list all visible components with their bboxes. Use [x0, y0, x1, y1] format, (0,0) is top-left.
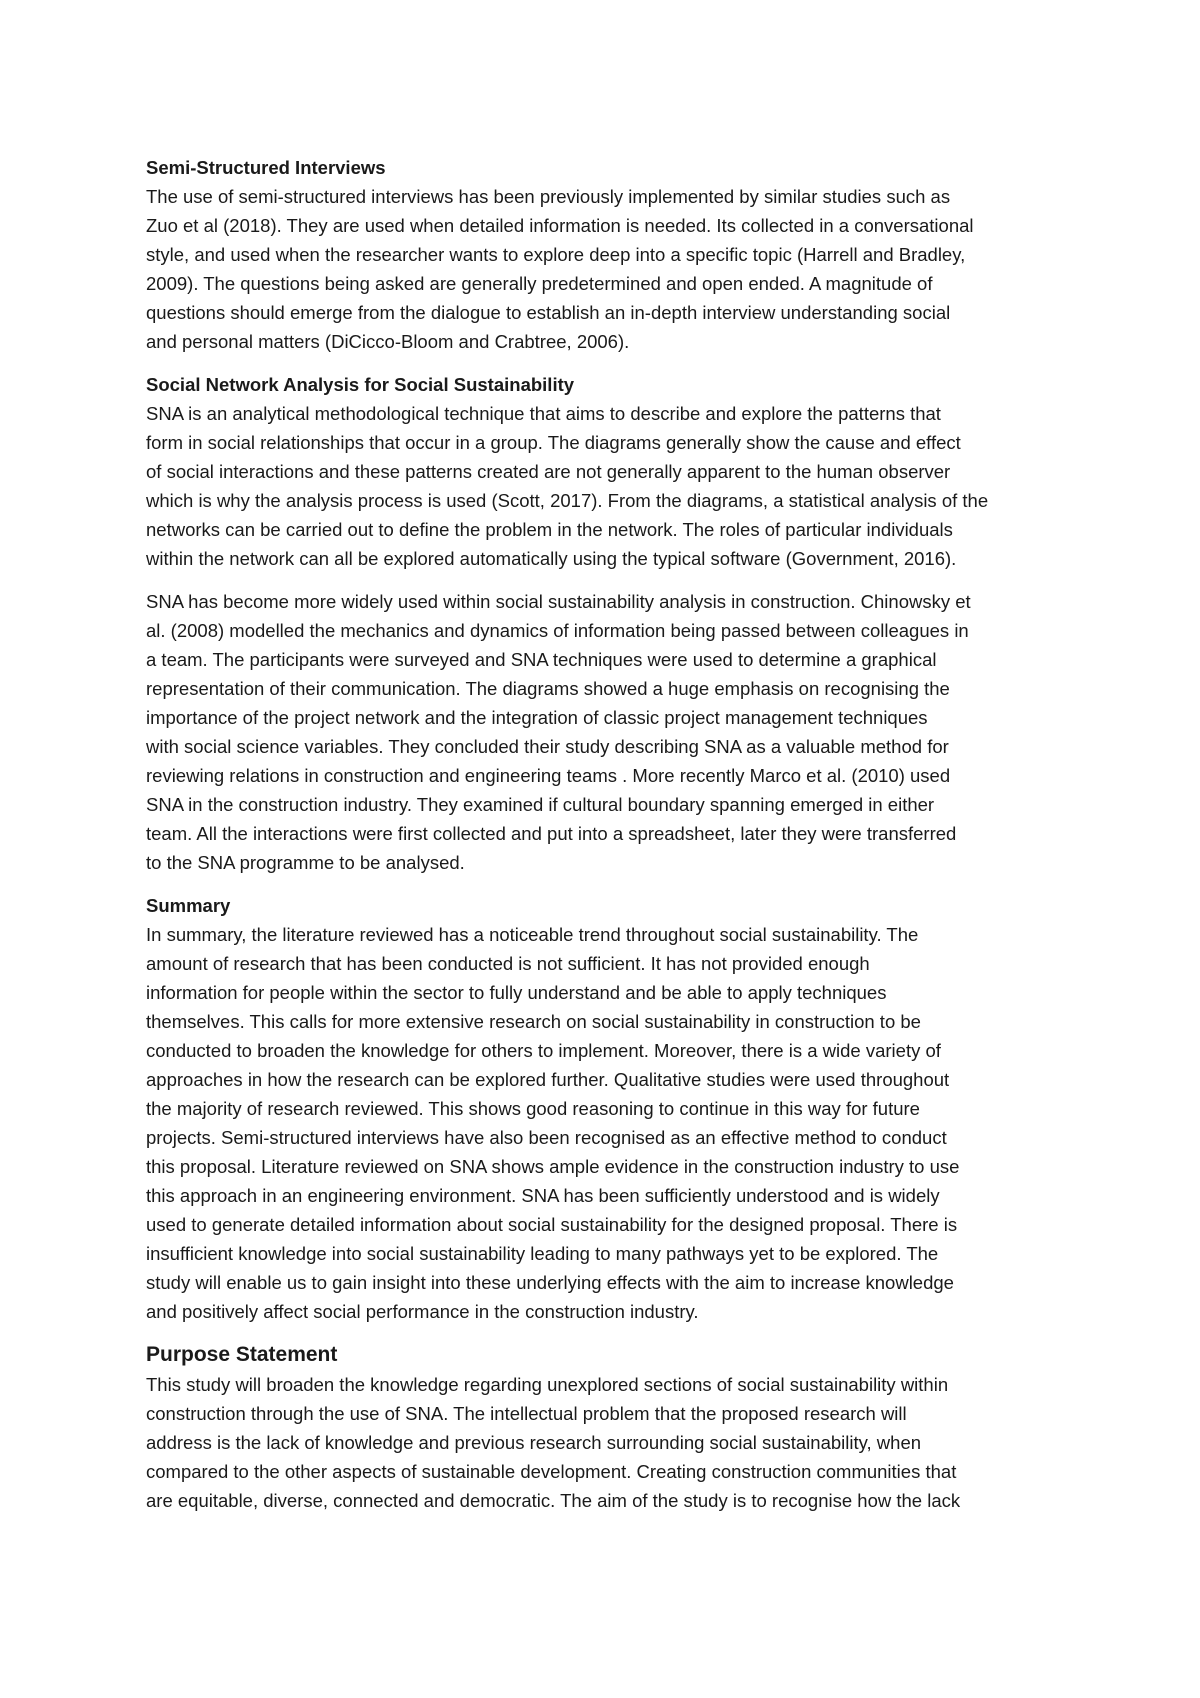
- text-line: the majority of research reviewed. This shows good reasoning to continue in this way for future: [146, 1098, 920, 1119]
- text-line: reviewing relations in construction and engineering teams . More recently Marco et al. (2010) used: [146, 765, 951, 786]
- text-line: and positively affect social performance in the construction industry.: [146, 1301, 699, 1322]
- text-line: to the SNA programme to be analysed.: [146, 852, 465, 873]
- text-line: importance of the project network and the integration of classic project management techniques: [146, 707, 928, 728]
- text-line: this proposal. Literature reviewed on SNA shows ample evidence in the construction industry to use: [146, 1156, 960, 1177]
- text-line: Zuo et al (2018). They are used when detailed information is needed. Its collected in a conversational: [146, 215, 974, 236]
- text-line: representation of their communication. The diagrams showed a huge emphasis on recognising the: [146, 678, 950, 699]
- text-line: information for people within the sector to fully understand and be able to apply techniques: [146, 982, 887, 1003]
- text-line: SNA has become more widely used within social sustainability analysis in construction. Chinowsky et: [146, 591, 971, 612]
- paragraph: [146, 182, 1066, 356]
- text-line: al. (2008) modelled the mechanics and dynamics of information being passed between colleagues in: [146, 620, 969, 641]
- text-line: SNA in the construction industry. They examined if cultural boundary spanning emerged in either: [146, 794, 935, 815]
- paragraph: [146, 1370, 1066, 1515]
- text-line: within the network can all be explored automatically using the typical software (Government, 2016).: [146, 548, 957, 569]
- text-line: projects. Semi-structured interviews have also been recognised as an effective method to conduct: [146, 1127, 947, 1148]
- text-line: compared to the other aspects of sustainable development. Creating construction communities that: [146, 1461, 957, 1482]
- text-line: questions should emerge from the dialogue to establish an in-depth interview understanding social: [146, 302, 951, 323]
- text-line: form in social relationships that occur in a group. The diagrams generally show the cause and effect: [146, 432, 961, 453]
- text-line: networks can be carried out to define the problem in the network. The roles of particular individuals: [146, 519, 953, 540]
- text-line: which is why the analysis process is used (Scott, 2017). From the diagrams, a statistical analysis of the: [146, 490, 989, 511]
- text-line: with social science variables. They concluded their study describing SNA as a valuable method for: [146, 736, 949, 757]
- text-line: insufficient knowledge into social sustainability leading to many pathways yet to be explored. The: [146, 1243, 939, 1264]
- text-line: This study will broaden the knowledge regarding unexplored sections of social sustainability within: [146, 1374, 949, 1395]
- text-line: of social interactions and these patterns created are not generally apparent to the human observer: [146, 461, 951, 482]
- section-semi-structured-interviews: [146, 153, 1066, 356]
- paragraph: [146, 587, 1066, 877]
- document-body: [146, 153, 1066, 1529]
- section-social-network-analysis: [146, 370, 1066, 573]
- text-line: conducted to broaden the knowledge for others to implement. Moreover, there is a wide variety of: [146, 1040, 941, 1061]
- text-line: and personal matters (DiCicco-Bloom and Crabtree, 2006).: [146, 331, 630, 352]
- text-line: this approach in an engineering environment. SNA has been sufficiently understood and is widely: [146, 1185, 940, 1206]
- text-line: are equitable, diverse, connected and democratic. The aim of the study is to recognise how the lack: [146, 1490, 961, 1511]
- section-heading: Purpose Statement: [146, 1343, 338, 1366]
- text-line: approaches in how the research can be explored further. Qualitative studies were used throughout: [146, 1069, 950, 1090]
- paragraph: [146, 920, 1066, 1326]
- text-line: study will enable us to gain insight into these underlying effects with the aim to increase knowledge: [146, 1272, 954, 1293]
- text-line: In summary, the literature reviewed has a noticeable trend throughout social sustainability. The: [146, 924, 919, 945]
- text-line: a team. The participants were surveyed and SNA techniques were used to determine a graphical: [146, 649, 937, 670]
- section-social-network-analysis-continued: [146, 587, 1066, 877]
- text-line: style, and used when the researcher wants to explore deep into a specific topic (Harrell and Bradley,: [146, 244, 966, 265]
- text-line: 2009). The questions being asked are generally predetermined and open ended. A magnitude of: [146, 273, 933, 294]
- section-summary: [146, 891, 1066, 1326]
- section-heading: Social Network Analysis for Social Sustainability: [146, 374, 575, 395]
- text-line: used to generate detailed information about social sustainability for the designed proposal. There is: [146, 1214, 958, 1235]
- section-heading: Semi-Structured Interviews: [146, 157, 386, 178]
- text-line: The use of semi-structured interviews has been previously implemented by similar studies such as: [146, 186, 951, 207]
- text-line: address is the lack of knowledge and previous research surrounding social sustainability, when: [146, 1432, 922, 1453]
- text-line: amount of research that has been conducted is not sufficient. It has not provided enough: [146, 953, 870, 974]
- text-line: SNA is an analytical methodological technique that aims to describe and explore the patterns that: [146, 403, 941, 424]
- text-line: construction through the use of SNA. The intellectual problem that the proposed research will: [146, 1403, 907, 1424]
- section-purpose-statement: [146, 1340, 1066, 1515]
- section-heading: Summary: [146, 895, 231, 916]
- text-line: team. All the interactions were first collected and put into a spreadsheet, later they were transferred: [146, 823, 957, 844]
- text-line: themselves. This calls for more extensive research on social sustainability in construction to be: [146, 1011, 921, 1032]
- paragraph: [146, 399, 1066, 573]
